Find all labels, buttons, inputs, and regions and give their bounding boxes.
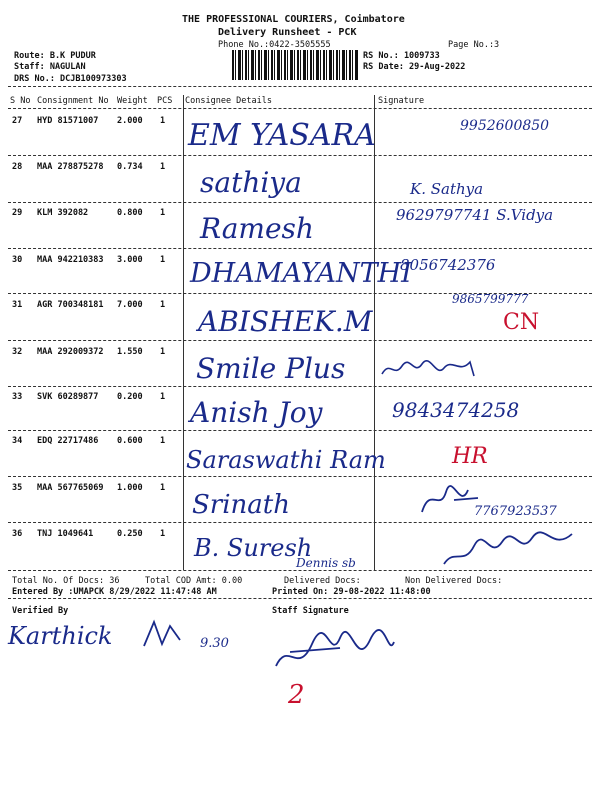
row-consignment: MAA 942210383 (37, 255, 104, 265)
row-consignment: MAA 278875278 (37, 162, 104, 172)
row-weight: 3.000 (117, 255, 143, 265)
row-consignee: DHAMAYANTHI (190, 258, 412, 289)
initials-scribble (140, 616, 200, 652)
row-weight: 0.600 (117, 436, 143, 446)
row-consignment: MAA 567765069 (37, 483, 104, 493)
row-consignment: SVK 60289877 (37, 392, 99, 402)
row-weight: 0.200 (117, 392, 143, 402)
row-sno: 28 (12, 162, 23, 172)
staff-signature-scribble (270, 622, 400, 686)
barcode (232, 50, 358, 80)
phone-number: Phone No.:0422-3505555 (218, 40, 331, 50)
row-weight: 0.250 (117, 529, 143, 539)
doc-title: THE PROFESSIONAL COURIERS, Coimbatore (182, 14, 405, 25)
non-delivered-docs: Non Delivered Docs: (405, 576, 503, 586)
row-signature: Dennis sb (296, 556, 356, 570)
row-signature: 9629797741 S.Vidya (396, 206, 554, 224)
divider (8, 248, 592, 249)
divider (8, 598, 592, 599)
divider (8, 430, 592, 431)
row-consignment: HYD 81571007 (37, 116, 99, 126)
time-note: 9.30 (200, 636, 229, 651)
rs-number: RS No.: 1009733 (363, 51, 440, 61)
row-pcs: 1 (160, 162, 166, 172)
route: Route: B.K PUDUR (14, 51, 96, 61)
row-consignee: EM YASARA (188, 118, 376, 153)
total-cod: Total COD Amt: 0.00 (145, 576, 243, 586)
row-consignee: Smile Plus (196, 352, 346, 385)
page-number: Page No.:3 (448, 40, 500, 50)
signature-scribble (416, 482, 486, 518)
row-pcs: 1 (160, 483, 166, 493)
entered-by: Entered By :UMAPCK 8/29/2022 11:47:48 AM (12, 587, 217, 597)
signature-scribble (440, 526, 580, 570)
row-pcs: 1 (160, 116, 166, 126)
col-header-consignee: Consignee Details (185, 96, 272, 106)
delivered-docs: Delivered Docs: (284, 576, 361, 586)
row-consignee: Anish Joy (190, 396, 323, 429)
red-mark: 2 (288, 680, 305, 710)
row-pcs: 1 (160, 208, 166, 218)
row-weight: 2.000 (117, 116, 143, 126)
divider (8, 522, 592, 523)
red-mark-cn: CN (503, 310, 540, 335)
row-sno: 34 (12, 436, 23, 446)
staff: Staff: NAGULAN (14, 62, 86, 72)
divider (8, 570, 592, 571)
row-weight: 1.550 (117, 347, 143, 357)
row-pcs: 1 (160, 300, 166, 310)
divider (8, 340, 592, 341)
row-consignment: MAA 292009372 (37, 347, 104, 357)
row-sno: 32 (12, 347, 23, 357)
row-sno: 31 (12, 300, 23, 310)
col-header-sno: S No (10, 96, 31, 106)
col-header-consignment: Consignment No (37, 96, 109, 106)
row-signature: 9843474258 (392, 398, 520, 422)
row-consignee: Ramesh (200, 212, 314, 245)
col-header-weight: Weight (117, 96, 148, 106)
row-pcs: 1 (160, 436, 166, 446)
rs-date: RS Date: 29-Aug-2022 (363, 62, 466, 72)
row-weight: 7.000 (117, 300, 143, 310)
row-sno: 33 (12, 392, 23, 402)
row-pcs: 1 (160, 255, 166, 265)
row-consignee: B. Suresh (194, 534, 313, 562)
row-signature: 8056742376 (400, 256, 496, 274)
row-consignee: sathiya (200, 166, 302, 199)
row-consignment: KLM 392082 (37, 208, 89, 218)
row-signature: 9865799777 (452, 292, 529, 306)
printed-on: Printed On: 29-08-2022 11:48:00 (272, 587, 431, 597)
staff-signature-label: Staff Signature (272, 606, 349, 616)
row-consignment: AGR 700348181 (37, 300, 104, 310)
row-pcs: 1 (160, 529, 166, 539)
divider (8, 476, 592, 477)
divider (8, 155, 592, 156)
row-consignment: TNJ 1049641 (37, 529, 94, 539)
row-sno: 27 (12, 116, 23, 126)
divider (8, 86, 592, 87)
column-divider (374, 95, 375, 570)
row-signature: HR (452, 444, 488, 469)
row-signature: 9952600850 (460, 118, 550, 134)
row-weight: 0.800 (117, 208, 143, 218)
row-consignee: ABISHEK.M (198, 305, 373, 338)
row-weight: 0.734 (117, 162, 143, 172)
row-sno: 35 (12, 483, 23, 493)
divider (8, 108, 592, 109)
row-weight: 1.000 (117, 483, 143, 493)
row-signature: K. Sathya (410, 180, 484, 198)
signature-scribble (378, 356, 498, 382)
col-header-pcs: PCS (157, 96, 173, 106)
divider (8, 202, 592, 203)
total-docs: Total No. Of Docs: 36 (12, 576, 120, 586)
drs-number: DRS No.: DCJB100973303 (14, 74, 127, 84)
row-consignee: Srinath (192, 490, 290, 520)
doc-subtitle: Delivery Runsheet - PCK (218, 27, 357, 38)
row-sno: 29 (12, 208, 23, 218)
row-consignee: Saraswathi Ram (186, 446, 386, 474)
column-divider (183, 95, 184, 570)
row-consignment: EDQ 22717486 (37, 436, 99, 446)
verified-signature: Karthick (8, 622, 113, 650)
col-header-signature: Signature (378, 96, 425, 106)
row-signature: 7767923537 (474, 504, 557, 519)
row-sno: 36 (12, 529, 23, 539)
row-pcs: 1 (160, 392, 166, 402)
divider (8, 386, 592, 387)
row-sno: 30 (12, 255, 23, 265)
row-pcs: 1 (160, 347, 166, 357)
verified-by-label: Verified By (12, 606, 69, 616)
